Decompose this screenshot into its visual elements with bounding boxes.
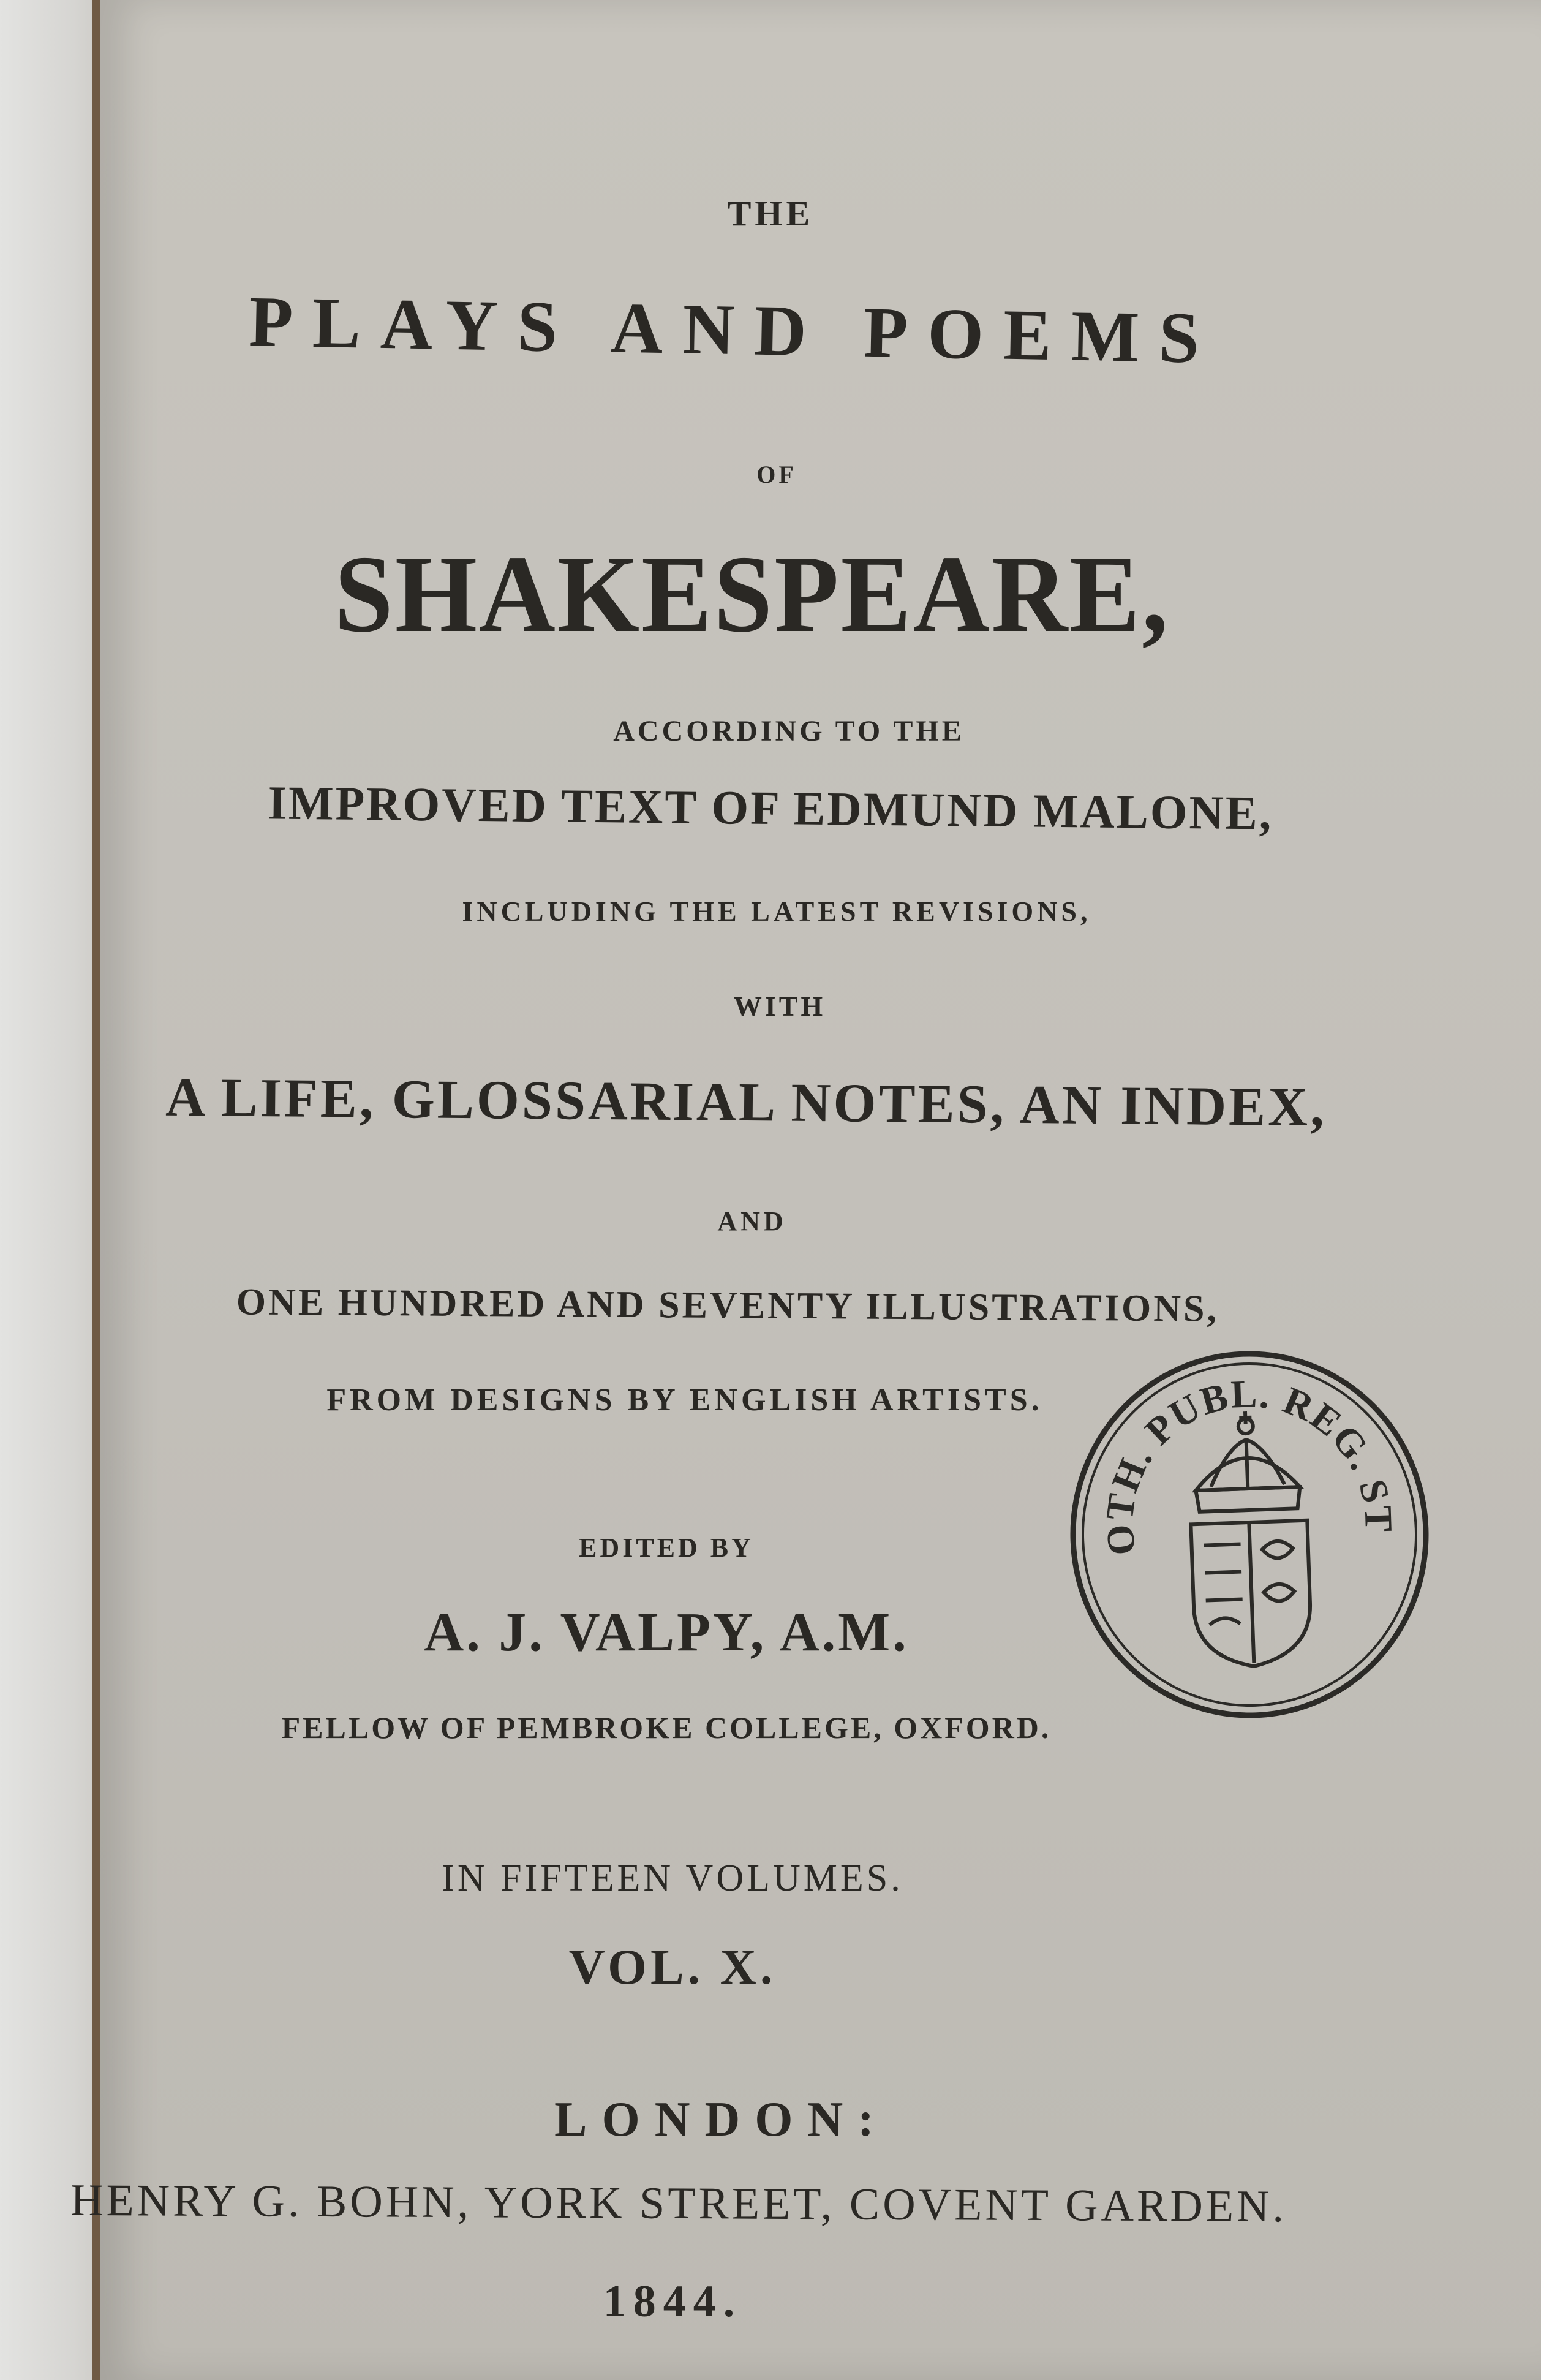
edited-by-line: EDITED BY (579, 1533, 754, 1563)
imprint-publisher: HENRY G. BOHN, YORK STREET, COVENT GARDEN. (70, 2175, 1287, 2232)
designs-line: FROM DESIGNS BY ENGLISH ARTISTS. (326, 1383, 1043, 1418)
title-article: THE (727, 194, 814, 233)
title-shakespeare: SHAKESPEARE, (334, 533, 1170, 655)
title-of: OF (756, 461, 797, 488)
according-to-the: ACCORDING TO THE (613, 715, 965, 747)
svg-text:BIBLIOTH. PUBL. REG. STUTTG.: BIBLIOTH. PUBL. REG. STUTTG. (1097, 1372, 1401, 1558)
imprint-city: LONDON: (554, 2093, 889, 2147)
and-line: AND (717, 1206, 787, 1236)
editor-name: A. J. VALPY, A.M. (424, 1602, 909, 1663)
volume-number: VOL. X. (568, 1939, 777, 1995)
title-line-plays-and-poems: PLAYS AND POEMS (248, 281, 1219, 379)
improved-text-line: IMPROVED TEXT OF EDMUND MALONE, (268, 776, 1273, 840)
life-notes-index-line: A LIFE, GLOSSARIAL NOTES, AN INDEX, (165, 1067, 1327, 1138)
illustrations-line: ONE HUNDRED AND SEVENTY ILLUSTRATIONS, (236, 1281, 1219, 1330)
imprint-year: 1844. (603, 2276, 742, 2327)
including-revisions-line: INCLUDING THE LATEST REVISIONS, (462, 896, 1091, 927)
with-line: WITH (733, 991, 826, 1022)
editor-affiliation: FELLOW OF PEMBROKE COLLEGE, OXFORD. (281, 1710, 1052, 1745)
library-stamp-icon (1060, 1342, 1440, 1728)
volumes-count-line: IN FIFTEEN VOLUMES. (442, 1857, 903, 1899)
